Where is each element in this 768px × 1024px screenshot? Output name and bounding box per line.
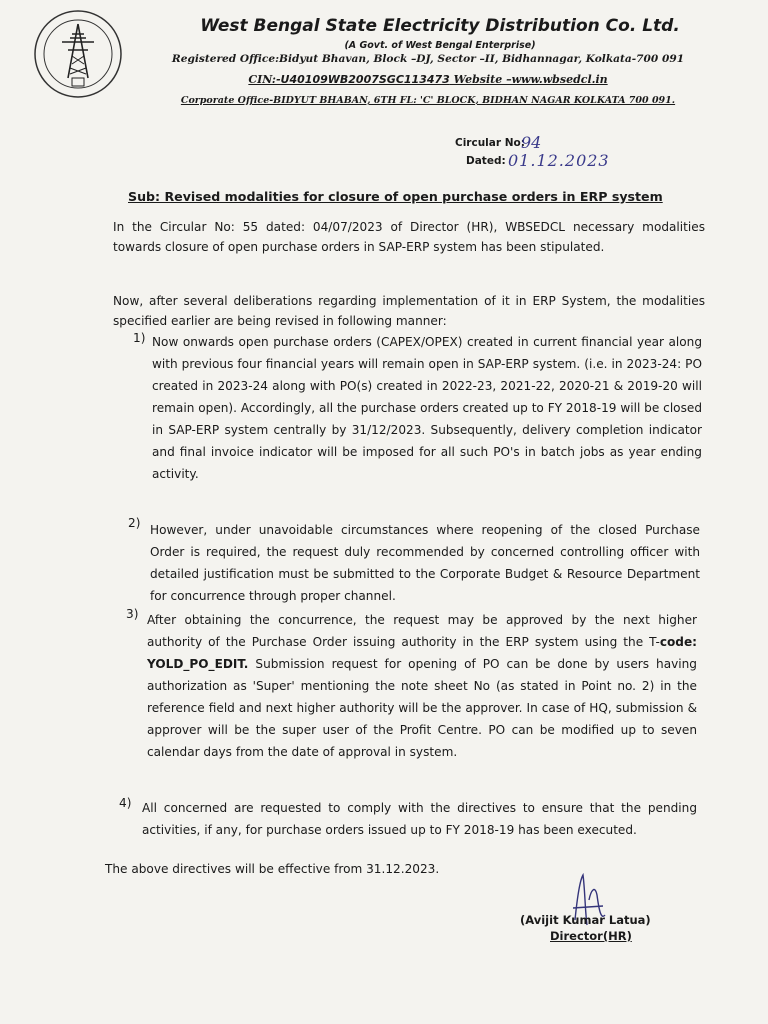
effective-date-note: The above directives will be effective from 31.12.2023. [105,862,440,876]
company-logo-icon [32,8,124,100]
signatory-name: (Avijit Kumar Latua) [520,913,651,927]
govt-note: (A Govt. of West Bengal Enterprise) [344,40,536,51]
cin-prefix: CIN:- [248,73,281,86]
item-number: 3) [126,607,139,621]
circular-no-value: 94 [521,133,542,152]
item-number: 2) [128,516,141,530]
paragraph-context: Now, after several deliberations regarding implementation of it in ERP System, the modalities specified earlier are being revised in following manner: [113,294,705,329]
tcode: code: YOLD_PO_EDIT. [147,635,697,671]
cin-code: U40109WB2007SGC113473 [280,73,450,86]
list-item: Now onwards open purchase orders (CAPEX/OPEX) created in current financial year along with previous four financial years will remain open in SAP-ERP system. (i.e. in 2023-24: PO created in 2023-24 along with PO(s) created in 2022-23, 2021-22, 2020-21 & 2019-20 will remain open). Accordingly, all the purchase orders created up to FY 2018-19 will be closed in SAP-ERP system centrally by 31/12/2023. Subsequently, delivery completion indicator and final invoice indicator will be imposed for all such PO's in batch jobs as year ending activity. [152,335,702,481]
subject-line: Sub: Revised modalities for closure of open purchase orders in ERP system [128,189,663,204]
item-number: 4) [119,796,132,810]
list-item [147,609,697,763]
company-name: West Bengal State Electricity Distribution Co. Ltd. [200,16,680,36]
circular-date-label: Dated: [466,155,506,167]
item-number: 1) [133,331,146,345]
item-text-b: Submission request for opening of PO can be done by users having authorization as 'Super' mentioning the note sheet No (as stated in Point no. 2) in the reference field and next higher authority will be the approver. In case of HQ, submission & approver will be the super user of the Profit Centre. PO can be modified up to seven calendar days from the date of approval in system. [147,657,697,759]
list-item: However, under unavoidable circumstances where reopening of the closed Purchase Order is required, the request duly recommended by concerned controlling officer with detailed justification must be submitted to the Corporate Budget & Resource Department for concurrence through proper channel. [150,523,700,603]
circular-date-value: 01.12.2023 [508,151,610,170]
website: Website –www.wbsedcl.in [449,73,608,86]
circular-no-label: Circular No: [455,137,525,149]
corporate-office: Corporate Office-BIDYUT BHABAN, 6TH FL: 'C' BLOCK, BIDHAN NAGAR KOLKATA 700 091. [180,95,676,106]
cin-line [128,73,728,86]
list-item: All concerned are requested to comply with the directives to ensure that the pending activities, if any, for purchase orders issued up to FY 2018-19 has been executed. [142,801,697,837]
signatory-title: Director(HR) [550,929,632,943]
paragraph-intro: In the Circular No: 55 dated: 04/07/2023 of Director (HR), WBSEDCL necessary modalities towards closure of open purchase orders in SAP-ERP system has been stipulated. [113,220,705,255]
registered-office: Registered Office:Bidyut Bhavan, Block –DJ, Sector –II, Bidhannagar, Kolkata-700 091 [171,53,685,65]
item-text-a: After obtaining the concurrence, the request may be approved by the next higher authority of the Purchase Order issuing authority in the ERP system using the T- [147,613,697,649]
